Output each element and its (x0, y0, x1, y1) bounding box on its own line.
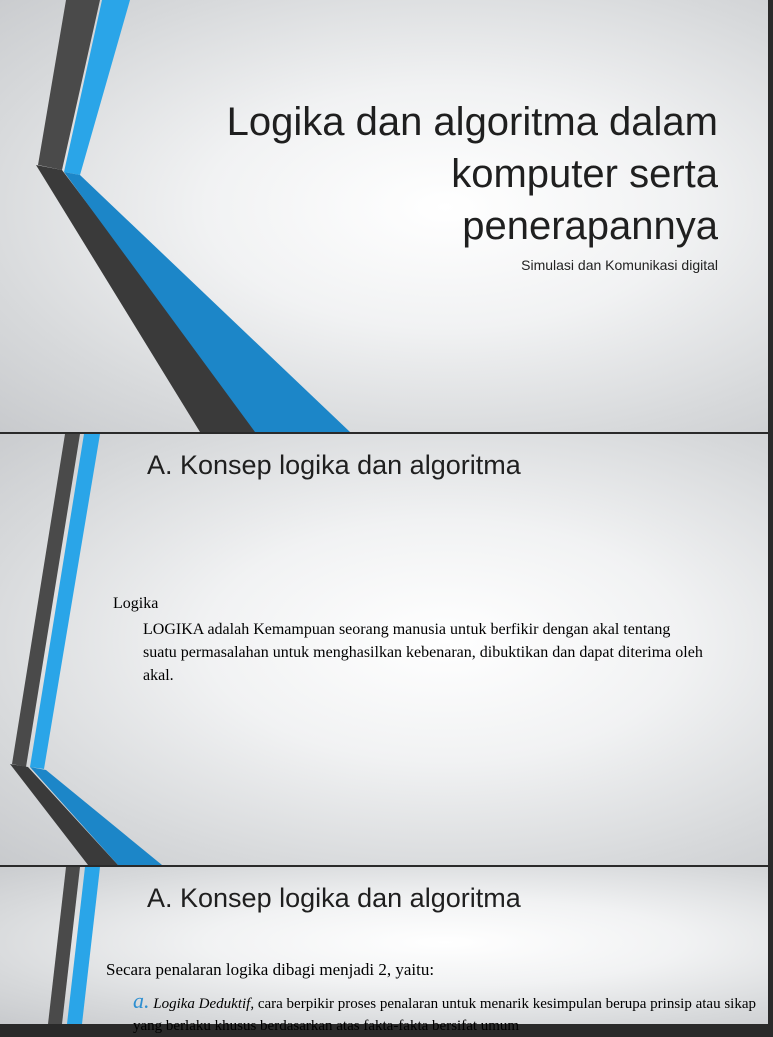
slide-title-text (158, 96, 718, 252)
list-text: , cara berpikir proses penalaran untuk menarik kesimpulan berupa prinsip atau sikap yang berlaku khusus berdasarkan atas fakta-fakta bersifat umum (133, 996, 756, 1034)
list-item (133, 990, 773, 1037)
slide-heading: A. Konsep logika dan algoritma (147, 450, 521, 480)
list-letter: a. (133, 988, 150, 1013)
definition-text: LOGIKA adalah Kemampuan seorang manusia untuk berfikir dengan akal tentang suatu permasalahan untuk menghasilkan kebenaran, dibuktikan dan dapat diterima oleh akal. (143, 621, 703, 684)
title-line: Logika dan algoritma dalam (226, 100, 718, 144)
title-line: komputer serta (451, 152, 718, 196)
slide-subtitle: Simulasi dan Komunikasi digital (521, 257, 718, 273)
section-label: Logika (113, 595, 159, 612)
slide-heading: A. Konsep logika dan algoritma (147, 883, 521, 913)
title-line: penerapannya (462, 204, 718, 248)
slide-konsep-logika (0, 434, 768, 865)
list-term: Logika Deduktif (153, 996, 251, 1012)
slide-jenis-logika (0, 867, 768, 1034)
intro-text: Secara penalaran logika dibagi menjadi 2, yaitu: (106, 960, 435, 979)
slide-title (0, 0, 768, 432)
